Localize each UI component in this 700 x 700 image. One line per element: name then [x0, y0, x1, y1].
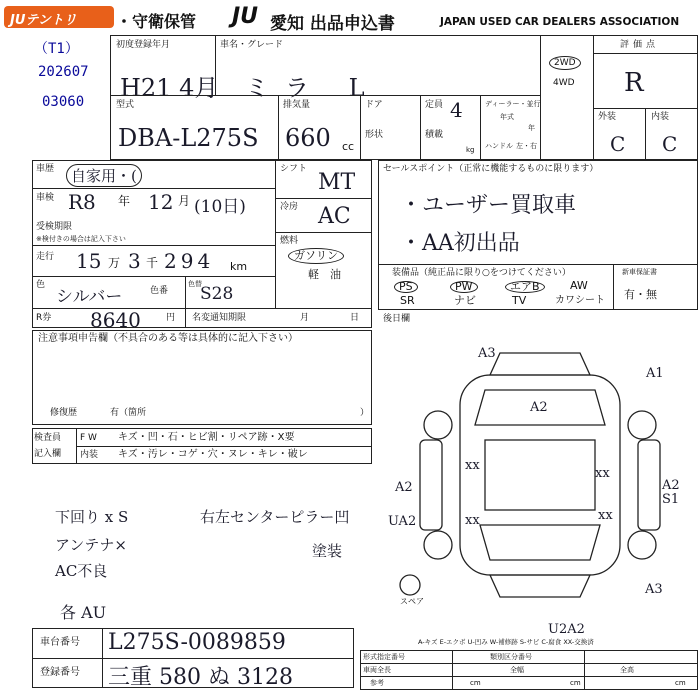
- note-4: 右左センターピラー凹: [200, 508, 350, 526]
- handle-value: 左・右: [516, 142, 537, 150]
- lot-line-2: 202607: [38, 64, 89, 80]
- sales-point-2: ・AA初出品: [400, 231, 520, 256]
- name-grade-label: 車名・グレード: [220, 40, 284, 50]
- equipment-label: 装備品（純正品に限り○をつけてください）: [392, 268, 571, 278]
- chassis-label: 車台番号: [40, 637, 80, 648]
- note-5: 塗装: [312, 542, 343, 560]
- class-no-label: 類別区分番号: [490, 653, 532, 661]
- shift-value: MT: [318, 170, 356, 195]
- inspection-sub-label: 受検期限: [36, 222, 73, 232]
- recycle-unit: 円: [166, 313, 176, 323]
- lot-line-3: 03060: [42, 94, 85, 110]
- diag-mark-12: xx: [465, 513, 480, 528]
- diag-mark-11: xx: [595, 466, 610, 481]
- cm-label-1: cm: [470, 679, 481, 687]
- repair-value: 有（箇所: [110, 408, 147, 418]
- flaws-list: キズ・凹・石・ヒビ割・リペア跡・X要: [118, 432, 295, 443]
- drive-2wd: 2WD: [549, 56, 581, 70]
- doors-label: ドア: [365, 100, 383, 110]
- history-value: 自家用・(: [66, 164, 142, 187]
- reg-no-label: 登録番号: [40, 667, 80, 678]
- form-title: 愛知 出品申込書: [270, 14, 395, 34]
- nen-label: 年: [528, 124, 535, 132]
- lot-number: [20, 32, 102, 122]
- cm-label-2: cm: [570, 679, 581, 687]
- cc-label: cc: [342, 140, 355, 153]
- fuel-label: 燃料: [280, 236, 299, 246]
- length-label: 車両全長: [363, 666, 391, 674]
- mileage-km: km: [230, 260, 248, 273]
- diag-mark-9: U2A2: [548, 622, 585, 637]
- ju-logo: JU: [232, 4, 259, 29]
- interior-value: C: [662, 132, 678, 156]
- eq-aw: AW: [570, 279, 588, 292]
- mileage-label: 走行: [36, 252, 55, 262]
- car-outline: [400, 353, 660, 597]
- name-change-month: 月: [300, 313, 310, 323]
- note-1: 下回り x S: [55, 508, 129, 526]
- height-label: 全高: [620, 666, 634, 674]
- inspection-tsuki: 月: [178, 194, 191, 208]
- repair-label: 修復歴: [50, 408, 78, 418]
- fuel-value: ガソリン: [288, 248, 344, 264]
- drive-4wd: 4WD: [553, 78, 575, 88]
- sales-point-label: セールスポイント（正常に機能するものに限ります）: [383, 164, 599, 174]
- interior-row-label: 内装: [80, 450, 99, 460]
- capacity-label: 定員: [425, 100, 444, 110]
- mileage-rest-value: 294: [164, 249, 215, 273]
- mileage-sen: 千: [146, 256, 159, 270]
- car-name-value: ミラ L: [245, 74, 381, 102]
- cooler-label: 冷房: [280, 202, 299, 212]
- inspection-label: 車検: [36, 193, 55, 203]
- inspection-year: R8: [68, 190, 96, 214]
- color-change-label: 色替: [188, 280, 202, 288]
- reg-no-value: 三重 580 ぬ 3128: [108, 665, 293, 690]
- first-reg-value: H21 4月: [120, 74, 219, 102]
- first-reg-label: 初度登録年月: [116, 40, 171, 50]
- eq-airbag: エアB: [505, 281, 545, 293]
- inspection-nen: 年: [118, 194, 131, 208]
- kg-label: kg: [466, 146, 475, 154]
- exterior-value: C: [610, 132, 626, 156]
- warranty-value: 有・無: [624, 288, 657, 301]
- shape-label: 形状: [365, 130, 384, 140]
- mileage-sen-value: 3: [128, 249, 141, 273]
- color-no-label: 色番: [150, 286, 169, 296]
- color-label: 色: [36, 280, 46, 290]
- lot-line-1: （T1）: [34, 41, 79, 57]
- fuel-diesel: 軽 油: [308, 268, 341, 281]
- brand-tag: [4, 6, 114, 28]
- dealer-label: ディーラー・並行: [485, 100, 541, 108]
- rear-label: 後日欄: [383, 314, 411, 324]
- diag-mark-1: A3: [478, 346, 496, 361]
- mileage-man-value: 15: [76, 249, 102, 273]
- spare-label: スペア: [400, 597, 424, 606]
- note-3: AC不良: [55, 562, 108, 580]
- diag-mark-7: UA2: [388, 514, 417, 529]
- eq-sr: SR: [400, 294, 415, 307]
- sales-point-1: ・ユーザー買取車: [400, 193, 577, 218]
- inspection-month: 12: [148, 190, 174, 214]
- recycle-label: R券: [36, 313, 52, 323]
- handle-label: ハンドル: [485, 142, 513, 150]
- fw-label: F W: [80, 433, 97, 443]
- history-label: 車歴: [36, 164, 55, 174]
- warranty-label: 新車保証書: [622, 268, 657, 276]
- score-value: R: [624, 68, 644, 98]
- name-change-label: 名変通知期限: [192, 313, 247, 323]
- name-change-day: 日: [350, 313, 360, 323]
- notes-label: 注意事項申告欄（不具合のある等は具体的に記入下さい）: [38, 333, 298, 344]
- diag-mark-13: xx: [598, 508, 613, 523]
- type-cert-label: 形式指定番号: [363, 653, 405, 661]
- diag-mark-5: A2: [662, 478, 680, 493]
- year-type-label: 年式: [500, 113, 514, 121]
- interior-flaws-list: キズ・汚レ・コゲ・穴・ヌレ・キレ・破レ: [118, 449, 308, 460]
- eq-ps: PS: [394, 281, 418, 293]
- model-label: 型式: [116, 100, 135, 110]
- diag-mark-8: A3: [645, 582, 663, 597]
- ref-label: 参考: [370, 679, 384, 687]
- repair-close: ）: [360, 408, 370, 418]
- capacity-value: 4: [450, 98, 463, 122]
- score-label: 評価点: [620, 40, 660, 50]
- diag-mark-3: A2: [530, 400, 548, 415]
- color-value: シルバー: [56, 287, 123, 307]
- color-no-value: S28: [200, 284, 234, 304]
- association-name: JAPAN USED CAR DEALERS ASSOCIATION: [440, 16, 680, 28]
- displacement-label: 排気量: [283, 100, 311, 110]
- form-subtitle: ・守衛保管: [116, 12, 197, 31]
- diag-mark-2: A1: [646, 366, 664, 381]
- eq-leather: カワシート: [555, 295, 605, 306]
- diag-mark-4: A2: [395, 480, 413, 495]
- cm-label-3: cm: [675, 679, 686, 687]
- eq-pw: PW: [450, 281, 478, 293]
- exterior-label: 外装: [598, 112, 617, 122]
- diag-mark-10: xx: [465, 458, 480, 473]
- entry-label: 記入欄: [34, 449, 62, 459]
- shift-label: シフト: [280, 164, 308, 174]
- notes-block: [32, 330, 372, 425]
- load-label: 積載: [425, 130, 444, 140]
- eq-tv: TV: [512, 294, 527, 307]
- displacement-value: 660: [285, 124, 331, 152]
- eq-navi: ナビ: [454, 294, 476, 307]
- mileage-man: 万: [108, 256, 121, 270]
- model-value: DBA-L275S: [118, 124, 259, 152]
- damage-legend: A-キズ E-エクボ U-凹み W-補修跡 S-サビ C-腐食 XX-交換済: [418, 638, 594, 646]
- width-label: 全幅: [510, 666, 524, 674]
- interior-label: 内装: [651, 112, 670, 122]
- inspector-label: 検査員: [34, 433, 62, 443]
- inspection-day: (10日): [194, 197, 246, 217]
- chassis-value: L275S-0089859: [108, 630, 286, 655]
- brand-label: JUテントリ: [10, 13, 77, 28]
- cooler-value: AC: [318, 204, 351, 229]
- diag-mark-6: S1: [662, 492, 680, 507]
- inspection-note: ※検付きの場合は記入下さい: [36, 235, 126, 243]
- note-2: アンテナ×: [55, 536, 127, 554]
- note-6: 各 AU: [60, 603, 107, 622]
- recycle-value: 8640: [90, 308, 141, 332]
